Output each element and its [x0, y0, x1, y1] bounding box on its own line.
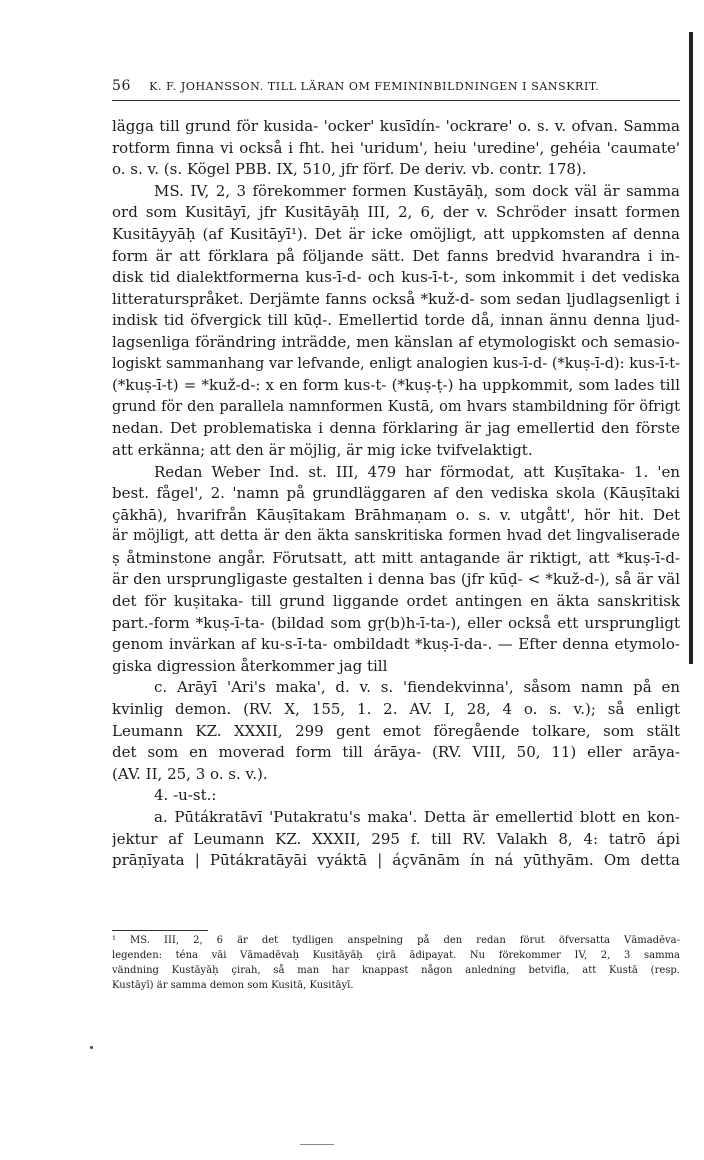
- text-line: nedan. Det problematiska i denna förklaring är jag emellertid den förste: [112, 419, 680, 438]
- text-line: çākhā), hvarifrån Kāuṣītakam Brāhmaṇam o. s. v. utgått', hör hit. Det: [112, 505, 680, 524]
- text-line: genom invärkan af ku-s-ī-ta- ombildadt *kuṣ-ī-da-. — Efter denna etymolo-: [112, 635, 680, 654]
- scan-speck: [90, 1046, 93, 1049]
- footnote-rule: [112, 930, 208, 931]
- footnote-line: ¹ MS. III, 2, 6 är det tydligen anspelning på den redan förut öfversatta Vāmadēva-: [112, 935, 680, 946]
- footnote-line: vändning Kustāyāḥ çirah, så man har knappast någon anledning betvifla, att Kustā (resp.: [112, 965, 680, 976]
- text-line: kvinlig demon. (RV. X, 155, 1. 2. AV. I, 28, 4 o. s. v.); så enligt: [112, 700, 680, 719]
- scan-smudge: [300, 1144, 334, 1145]
- text-line: MS. IV, 2, 3 förekommer formen Kustāyāḥ, som dock väl är samma: [154, 181, 680, 200]
- text-line: part.-form *kuṣ-ī-ta- (bildad som gṛ(b)h-ī-ta-), eller också ett ursprungligt: [112, 613, 680, 632]
- text-line: o. s. v. (s. Kögel PBB. IX, 510, jfr förf. De deriv. vb. contr. 178).: [112, 160, 587, 179]
- text-line: jektur af Leumann KZ. XXXII, 295 f. till RV. Valakh 8, 4: tatrō ápi: [112, 829, 680, 848]
- text-line: det som en moverad form till árāya- (RV. VIII, 50, 11) eller arāya-: [112, 743, 680, 762]
- footnote-line: legenden: téna vāi Vāmadēvaḥ Kusitāyāḥ çirā ādipayat. Nu förekommer IV, 2, 3 samma: [112, 950, 680, 961]
- body-text: [112, 116, 680, 872]
- text-line: prāṇīyata | Pūtákratāyāi vyáktā | áçvānām ín ná yūthyām. Om detta: [112, 851, 680, 870]
- text-line: ord som Kusitāyī, jfr Kusitāyāḥ III, 2, 6, der v. Schröder insatt formen: [112, 203, 680, 222]
- text-line: det för kuṣitaka- till grund liggande ordet antingen en äkta sanskritisk: [112, 592, 680, 611]
- page-number: 56: [112, 78, 132, 94]
- text-line: Redan Weber Ind. st. III, 479 har förmodat, att Kuṣītaka- 1. 'en: [154, 462, 680, 481]
- running-head: [112, 78, 672, 94]
- text-line: indisk tid öfvergick till kūḍ-. Emellertid torde då, innan ännu denna ljud-: [112, 311, 680, 330]
- header-rule: [112, 100, 680, 101]
- text-line: att erkänna; att den är möjlig, är mig icke tvifvelaktigt.: [112, 440, 533, 459]
- running-title: K. F. JOHANSSON. TILL LÄRAN OM FEMININBILDNINGEN I SANSKRIT.: [149, 80, 600, 93]
- scan-edge-mark: [689, 32, 693, 664]
- text-line: Kusitāyyāḥ (af Kusitāyī¹). Det är icke omöjligt, att uppkomsten af denna: [112, 224, 680, 243]
- text-line: logiskt sammanhang var lefvande, enligt analogien kus-ī-d- (*kuṣ-ī-d): kus-ī-t-: [112, 355, 680, 372]
- text-line: giska digression återkommer jag till: [112, 656, 388, 675]
- text-line: Leumann KZ. XXXII, 299 gent emot föregående tolkare, som stält: [112, 721, 680, 740]
- text-line: lägga till grund för kusida- 'ocker' kusīdín- 'ockrare' o. s. v. ofvan. Samma: [112, 117, 680, 135]
- text-line: form är att förklara på följande sätt. Det fanns bredvid hvarandra i in-: [112, 246, 680, 265]
- text-line: litteraturspråket. Derjämte fanns också *kuž-d- som sedan ljudlagsenligt i: [112, 289, 680, 308]
- text-line: (AV. II, 25, 3 o. s. v.).: [112, 764, 268, 783]
- text-line: ṣ åtminstone angår. Förutsatt, att mitt antagande är riktigt, att *kuṣ-ī-d-: [112, 548, 680, 567]
- text-line: a. Pūtákratāvī 'Putakratu's maka'. Detta är emellertid blott en kon-: [154, 808, 680, 826]
- text-line: disk tid dialektformerna kus-ī-d- och kus-ī-t-, som inkommit i det vediska: [112, 268, 680, 287]
- footnote-line: Kustāyī) är samma demon som Kusitā, Kusitāyī.: [112, 980, 354, 991]
- text-line: grund för den parallela namnformen Kustā, om hvars stambildning för öfrigt: [112, 398, 680, 415]
- text-line: är den ursprungligaste gestalten i denna bas (jfr kūḍ- < *kuž-d-), så är väl: [112, 570, 680, 589]
- text-line: är möjligt, att detta är den äkta sanskritiska formen hvad det lingvaliserade: [112, 528, 680, 545]
- text-line: rotform finna vi också i fht. hei 'uridum', heiu 'uredine', gehéia 'caumate': [112, 138, 680, 157]
- text-line: lagsenliga förändring inträdde, men känslan af etymologiskt och semasio-: [112, 332, 680, 351]
- text-line: c. Arāyī 'Ari's maka', d. v. s. 'fiendekvinna', såsom namn på en: [154, 678, 680, 697]
- text-line: 4. -u-st.:: [154, 786, 217, 805]
- text-line: best. fågel', 2. 'namn på grundläggaren af den vediska skola (Kāuṣītaki: [112, 484, 680, 503]
- footnotes: [112, 933, 680, 993]
- text-line: (*kuṣ-ī-t) = *kuž-d-: x en form kus-t- (*kuṣ-ṭ-) ha uppkommit, som lades till: [112, 376, 680, 395]
